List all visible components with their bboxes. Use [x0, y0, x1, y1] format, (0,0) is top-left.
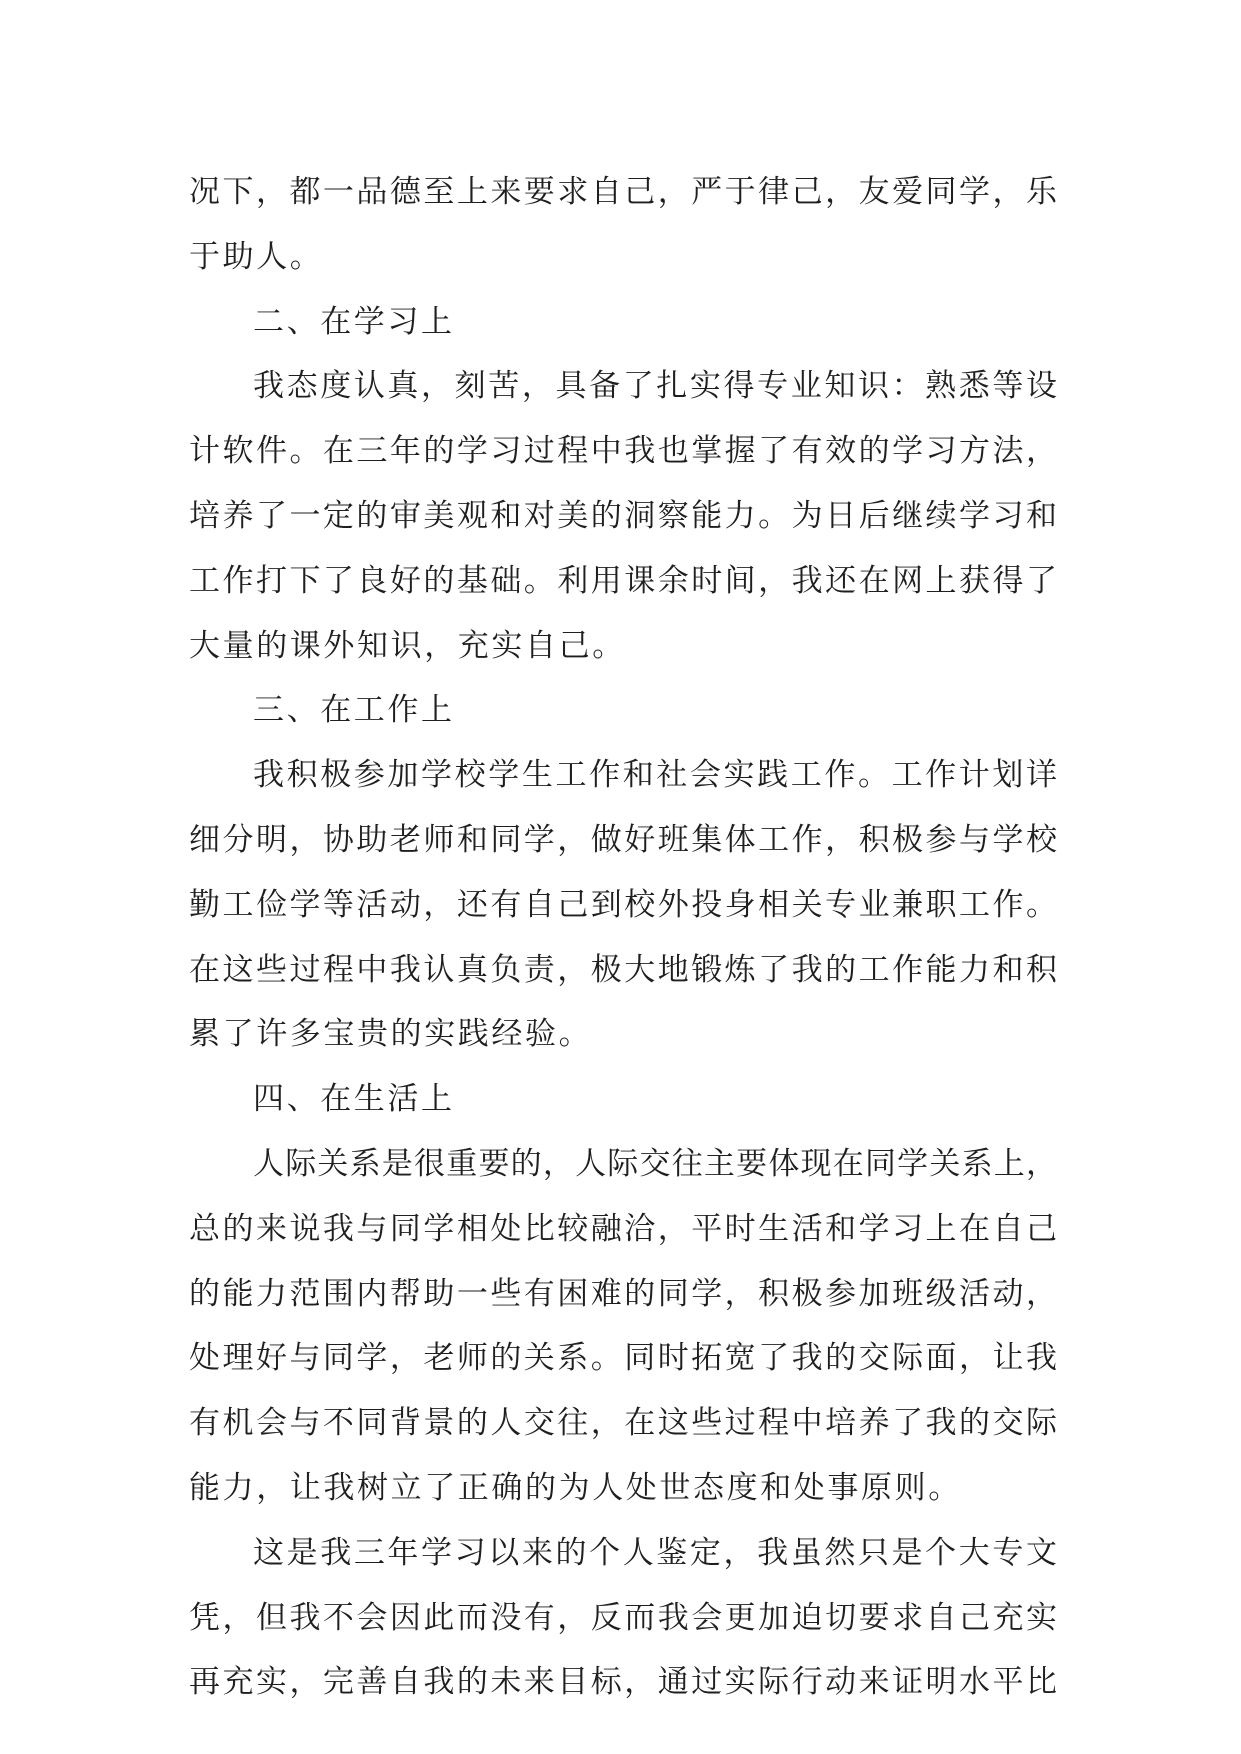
body-line: 在这些过程中我认真负责，极大地锻炼了我的工作能力和积 — [189, 951, 1057, 988]
body-line: 我积极参加学校学生工作和社会实践工作。工作计划详 — [253, 757, 1057, 794]
body-line: 于助人。 — [189, 238, 324, 275]
body-line: 计软件。在三年的学习过程中我也掌握了有效的学习方法， — [189, 433, 1057, 470]
body-line: 这是我三年学习以来的个人鉴定，我虽然只是个大专文 — [253, 1534, 1057, 1571]
section-heading: 二、在学习上 — [253, 303, 455, 340]
section-heading: 三、在工作上 — [253, 692, 455, 729]
body-line: 况下，都一品德至上来要求自己，严于律己，友爱同学，乐 — [189, 174, 1057, 210]
body-line: 大量的课外知识，充实自己。 — [189, 627, 626, 664]
body-line: 总的来说我与同学相处比较融洽，平时生活和学习上在自己 — [189, 1210, 1057, 1247]
body-line: 勤工俭学等活动，还有自己到校外投身相关专业兼职工作。 — [189, 886, 1057, 923]
body-line: 累了许多宝贵的实践经验。 — [189, 1016, 593, 1053]
body-line: 再充实，完善自我的未来目标，通过实际行动来证明水平比 — [189, 1664, 1057, 1701]
body-line: 有机会与不同背景的人交往，在这些过程中培养了我的交际 — [189, 1405, 1057, 1442]
body-line: 工作打下了良好的基础。利用课余时间，我还在网上获得了 — [189, 562, 1057, 599]
document-body — [189, 160, 1057, 1715]
body-line: 处理好与同学，老师的关系。同时拓宽了我的交际面，让我 — [189, 1340, 1057, 1377]
section-heading: 四、在生活上 — [253, 1081, 455, 1118]
body-line: 人际关系是很重要的，人际交往主要体现在同学关系上， — [253, 1145, 1057, 1182]
body-line: 细分明，协助老师和同学，做好班集体工作，积极参与学校 — [189, 821, 1057, 858]
body-line: 凭，但我不会因此而没有，反而我会更加迫切要求自己充实 — [189, 1599, 1057, 1636]
body-line: 我态度认真，刻苦，具备了扎实得专业知识：熟悉等设 — [253, 368, 1057, 405]
body-line: 能力，让我树立了正确的为人处世态度和处事原则。 — [189, 1469, 962, 1506]
body-line: 培养了一定的审美观和对美的洞察能力。为日后继续学习和 — [189, 497, 1057, 534]
body-line: 的能力范围内帮助一些有困难的同学，积极参加班级活动， — [189, 1275, 1057, 1312]
